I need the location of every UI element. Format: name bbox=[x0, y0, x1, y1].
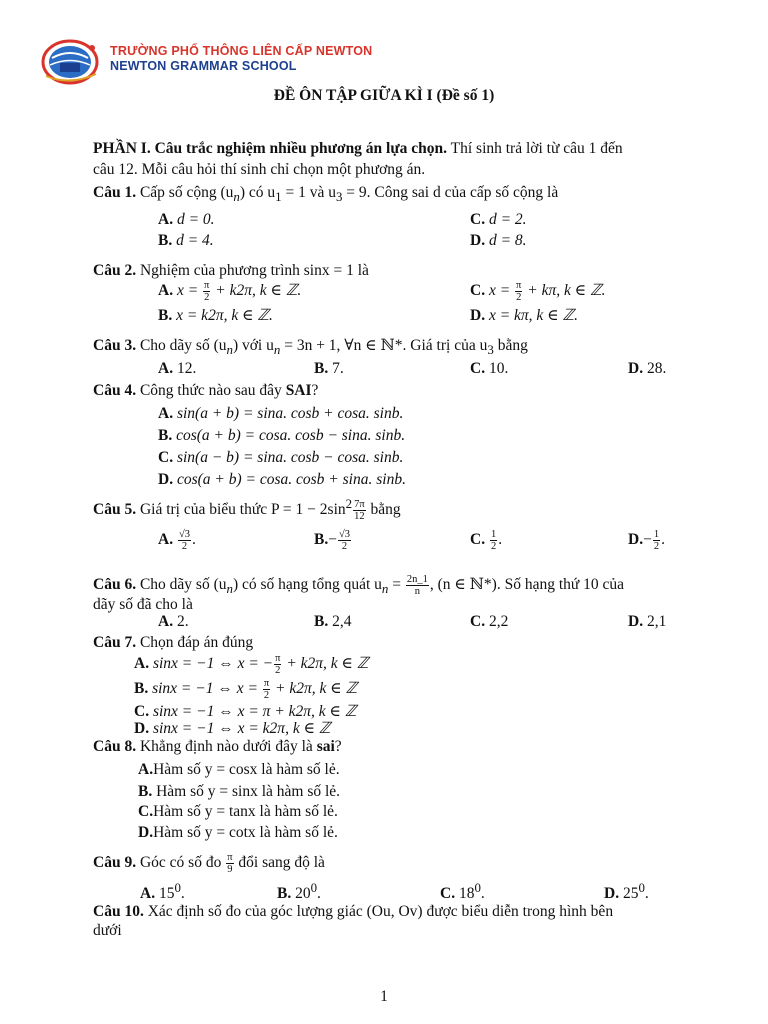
question-3: Câu 3. Cho dãy số $(u_n)$ với $u_n = 3n + 1$, ∀n ∈ ℕ*. Giá trị của $u_3$ bằng bbox=[93, 337, 528, 358]
q2-option-b[interactable]: B. x = k2π, k ∈ ℤ. bbox=[158, 307, 273, 324]
question-2: Câu 2. Nghiệm của phương trình sinx = 1 là bbox=[93, 262, 369, 279]
q3-option-d[interactable]: D. 28. bbox=[628, 360, 667, 377]
part1-instructions: PHẦN I. Câu trắc nghiệm nhiều phương án lựa chọn. Thí sinh trả lời từ câu 1 đến bbox=[93, 140, 623, 157]
question-10-line2: dưới bbox=[93, 922, 122, 939]
question-9: Câu 9. Góc có số đo $\frac{\pi}{9}$ đổi sang độ là bbox=[93, 852, 325, 875]
question-5: Câu 5. Giá trị của biểu thức $P = 1 - 2\sin^2$ $\frac{7\pi}{12}$ bằng bbox=[93, 496, 401, 523]
part1-instructions-line2: câu 12. Mỗi câu hỏi thí sinh chỉ chọn một phương án. bbox=[93, 161, 426, 178]
q6-option-a[interactable]: A. 2. bbox=[158, 613, 189, 630]
q4-option-d[interactable]: D. cos(a + b) = cosa. cosb + sina. sinb. bbox=[158, 471, 406, 488]
q5-option-d[interactable]: D.− $\frac{1}{2}$ . bbox=[628, 529, 665, 552]
q5-option-b[interactable]: B.− $\frac{√3}{2}$ bbox=[314, 529, 350, 552]
question-8: Câu 8. Khẳng định nào dưới đây là sai? bbox=[93, 738, 342, 755]
question-6: Câu 6. Cho dãy số $(u_n)$ có số hạng tổng quát $u_n$ = $\frac{2n\_1}{n}$ , (n ∈ ℕ*). Số hạng thứ 10 của bbox=[93, 574, 625, 597]
q8-option-b[interactable]: B. Hàm số y = sinx là hàm số lẻ. bbox=[138, 783, 341, 800]
question-1: Câu 1. Cấp số cộng $(u_n)$ có $u_1 = 1$ và $u_3 = 9$. Công sai d của cấp số cộng là bbox=[93, 184, 559, 205]
q9-option-b[interactable]: B. $20^0$. bbox=[277, 880, 321, 903]
q2-option-c[interactable]: C. x = $\frac{\pi}{2}$ + kπ, k ∈ ℤ. bbox=[470, 280, 606, 303]
q8-option-c[interactable]: C.Hàm số y = tanx là hàm số lẻ. bbox=[138, 803, 338, 820]
exam-title: ĐỀ ÔN TẬP GIỮA KÌ I (Đề số 1) bbox=[273, 87, 495, 104]
q5-option-a[interactable]: A. $\frac{√3}{2}$ . bbox=[158, 529, 196, 552]
school-logo-icon bbox=[40, 38, 104, 86]
page-number: 1 bbox=[380, 988, 388, 1005]
question-4: Câu 4. Công thức nào sau đây SAI? bbox=[93, 382, 319, 399]
school-header bbox=[40, 38, 460, 88]
q6-option-b[interactable]: B. 2,4 bbox=[314, 613, 352, 630]
q1-option-b[interactable]: B. d = 4. bbox=[158, 232, 214, 249]
question-7: Câu 7. Chọn đáp án đúng bbox=[93, 634, 254, 651]
school-name-english: NEWTON GRAMMAR SCHOOL bbox=[110, 59, 297, 73]
q7-option-d[interactable]: D. sinx = −1 ⇔ x = k2π, k ∈ ℤ bbox=[134, 720, 331, 737]
part1-heading: PHẦN I. Câu trắc nghiệm nhiều phương án lựa chọn. bbox=[93, 140, 448, 157]
q7-option-c[interactable]: C. sinx = −1 ⇔ x = π + k2π, k ∈ ℤ bbox=[134, 703, 357, 720]
question-6-line2: dãy số đã cho là bbox=[93, 596, 193, 613]
q7-option-a[interactable]: A. sinx = −1 ⇔ x = − $\frac{\pi}{2}$ + k2π, k ∈ ℤ bbox=[134, 653, 369, 676]
q4-option-a[interactable]: A. sin(a + b) = sina. cosb + cosa. sinb. bbox=[158, 405, 404, 422]
q7-option-b[interactable]: B. sinx = −1 ⇔ x = $\frac{\pi}{2}$ + k2π, k ∈ ℤ bbox=[134, 678, 358, 701]
q4-option-b[interactable]: B. cos(a + b) = cosa. cosb − sina. sinb. bbox=[158, 427, 406, 444]
q1-option-d[interactable]: D. d = 8. bbox=[470, 232, 527, 249]
q4-option-c[interactable]: C. sin(a − b) = sina. cosb − cosa. sinb. bbox=[158, 449, 404, 466]
q2-option-a[interactable]: A. x = $\frac{\pi}{2}$ + k2π, k ∈ ℤ. bbox=[158, 280, 302, 303]
q3-option-a[interactable]: A. 12. bbox=[158, 360, 197, 377]
q1-option-c[interactable]: C. d = 2. bbox=[470, 211, 527, 228]
q9-option-d[interactable]: D. $25^0$. bbox=[604, 880, 649, 903]
question-10: Câu 10. Xác định số đo của góc lượng giác (Ou, Ov) được biểu diễn trong hình bên bbox=[93, 903, 614, 920]
q5-option-c[interactable]: C. $\frac{1}{2}$ . bbox=[470, 529, 503, 552]
q6-option-d[interactable]: D. 2,1 bbox=[628, 613, 667, 630]
q8-option-a[interactable]: A.Hàm số y = cosx là hàm số lẻ. bbox=[138, 761, 340, 778]
school-name-vietnamese: TRƯỜNG PHỔ THÔNG LIÊN CẤP NEWTON bbox=[110, 44, 373, 58]
q1-option-a[interactable]: A. d = 0. bbox=[158, 211, 215, 228]
q3-option-b[interactable]: B. 7. bbox=[314, 360, 344, 377]
q3-option-c[interactable]: C. 10. bbox=[470, 360, 509, 377]
q9-option-c[interactable]: C. $18^0$. bbox=[440, 880, 485, 903]
q8-option-d[interactable]: D.Hàm số y = cotx là hàm số lẻ. bbox=[138, 824, 338, 841]
q6-option-c[interactable]: C. 2,2 bbox=[470, 613, 509, 630]
q9-option-a[interactable]: A. $15^0$. bbox=[140, 880, 185, 903]
q2-option-d[interactable]: D. x = kπ, k ∈ ℤ. bbox=[470, 307, 578, 324]
